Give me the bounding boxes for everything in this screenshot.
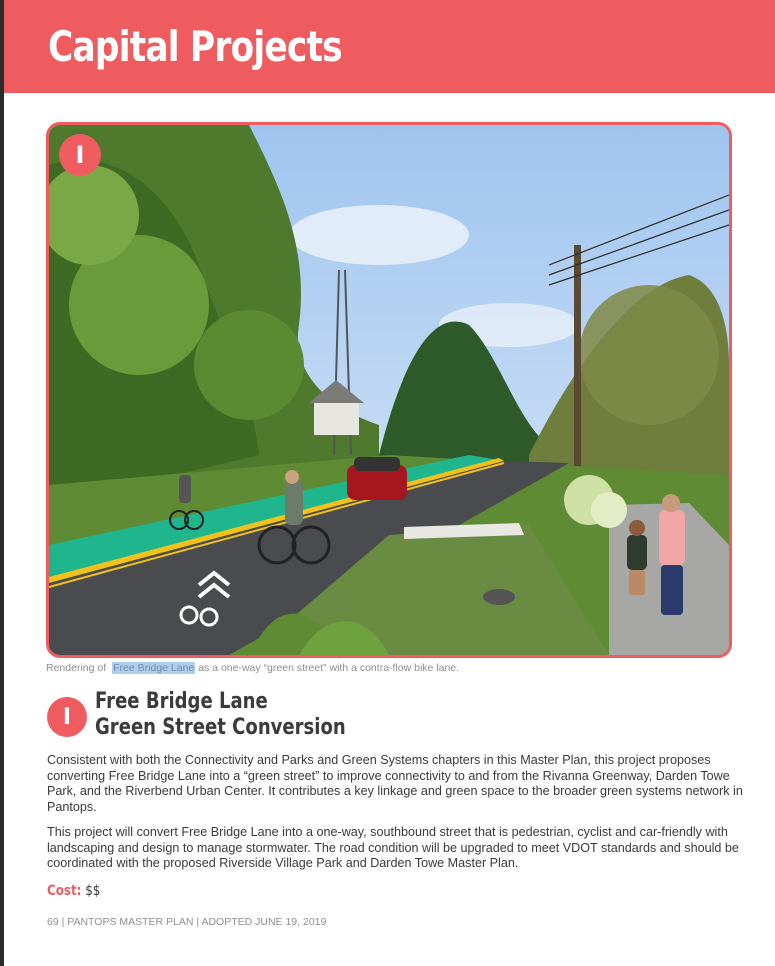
caption-suffix: as a one-way “green street” with a contra-flow bike lane. <box>198 662 460 674</box>
section-title <box>95 689 346 741</box>
caption-prefix: Rendering of <box>46 662 107 674</box>
cost-label: Cost: <box>47 883 82 899</box>
section-badge: I <box>47 697 87 737</box>
page-title: Capital Projects <box>48 22 342 71</box>
image-caption <box>46 662 459 674</box>
caption-highlight: Free Bridge Lane <box>113 662 195 674</box>
description-paragraph-2: This project will convert Free Bridge Lane into a one-way, southbound street that is pedestrian, cyclist and car-friendly with landscaping and design to manage stormwater. The road condition will be upgraded to meet VDOT standards and should be coordinated with the proposed Riverside Village Park and Darden Towe Master Plan. <box>47 825 739 870</box>
cost-value: $$ <box>85 883 101 899</box>
page-edge <box>0 0 4 966</box>
cost-line <box>47 883 100 899</box>
section-title-line1: Free Bridge Lane <box>95 689 268 714</box>
section-title-line2: Green Street Conversion <box>95 715 346 740</box>
header-banner <box>4 0 775 93</box>
street-scene-illustration <box>49 125 729 655</box>
street-rendering-image <box>46 122 732 658</box>
project-badge-on-image: I <box>59 134 101 176</box>
page-footer: 69 | PANTOPS MASTER PLAN | ADOPTED JUNE 19, 2019 <box>47 916 327 928</box>
description-paragraph-1: Consistent with both the Connectivity and Parks and Green Systems chapters in this Master Plan, this project proposes converting Free Bridge Lane into a “green street” to improve connectivity to and from the Rivanna Greenway, Darden Towe Park, and the Riverbend Urban Center. It contributes a key linkage and green space to the broader green systems network in Pantops. <box>47 753 743 814</box>
